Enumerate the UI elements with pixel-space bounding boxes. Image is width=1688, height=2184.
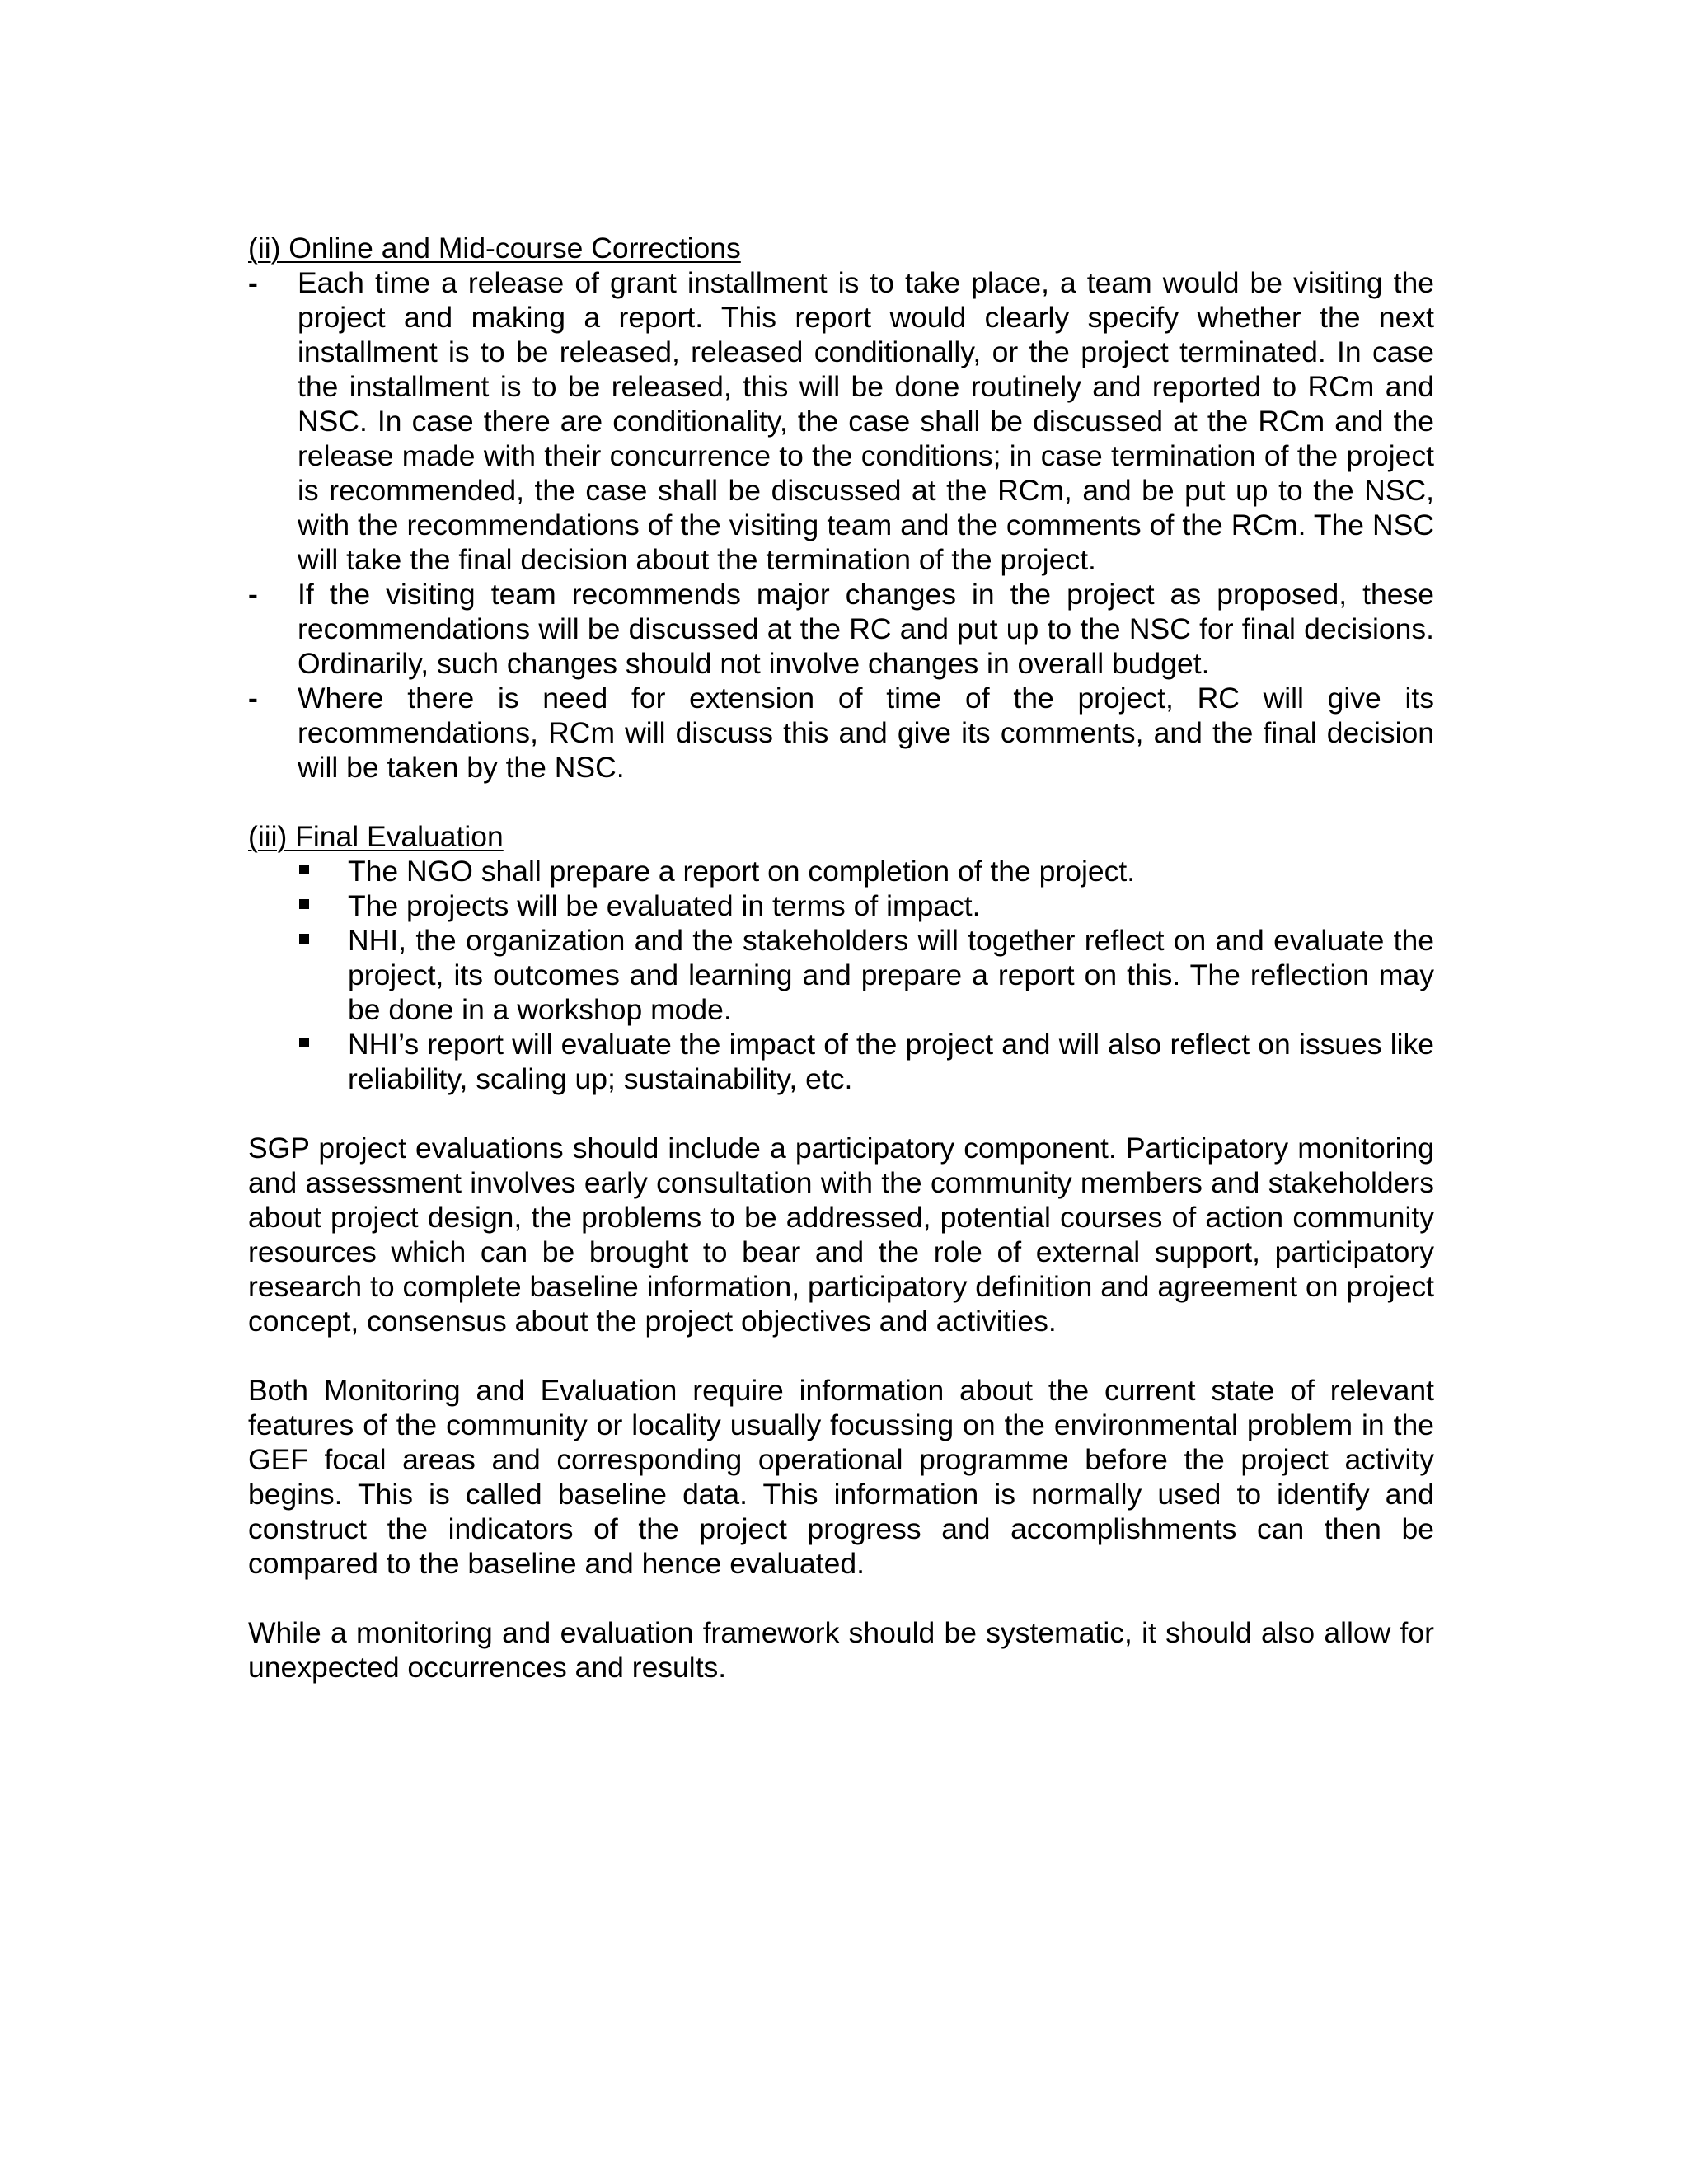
list-item <box>248 923 1434 1027</box>
square-bullet-icon <box>299 865 309 874</box>
paragraph-baseline: Both Monitoring and Evaluation require information about the current state of relevant features of the community or locality usually focussing on the environmental problem in the GEF focal areas and corresponding operational programme before the project activity begins. This is called baseline data. This information is normally used to identify and construct the indicators of the project progress and accomplishments can then be compared to the baseline and hence evaluated. <box>248 1374 1434 1580</box>
list-item-text: If the visiting team recommends major changes in the project as proposed, these recommendations will be discussed at the RC and put up to the NSC for final decisions. Ordinarily, such changes should not involve changes in overall budget. <box>298 578 1434 680</box>
spacer <box>248 1096 1434 1131</box>
list-item-text: The NGO shall prepare a report on completion of the project. <box>348 855 1136 888</box>
spacer <box>248 1338 1434 1373</box>
list-item <box>248 577 1434 681</box>
list-item-text: NHI, the organization and the stakeholders will together reflect on and evaluate the project, its outcomes and learning and prepare a report on this. The reflection may be done in a workshop mode. <box>348 924 1434 1026</box>
square-bullet-icon <box>299 1038 309 1047</box>
square-bullet-icon <box>299 899 309 909</box>
list-item <box>248 888 1434 923</box>
paragraph-participatory: SGP project evaluations should include a participatory component. Participatory monitoring and assessment involves early consultation with the community members and stakeholders about project design, the problems to be addressed, potential courses of action community resources which can be brought to bear and the role of external support, participatory research to complete baseline information, participatory definition and agreement on project concept, consensus about the project objectives and activities. <box>248 1132 1434 1338</box>
spacer <box>248 785 1434 819</box>
section-iii-list <box>248 854 1434 1096</box>
paragraph-framework: While a monitoring and evaluation framework should be systematic, it should also allow for unexpected occurrences and results. <box>248 1616 1434 1684</box>
list-item-text: Each time a release of grant installment is to take place, a team would be visiting the project and making a report. This report would clearly specify whether the next installment is to be released, released conditionally, or the project terminated. In case the installment is to be released, this will be done routinely and reported to RCm and NSC. In case there are conditionality, the case shall be discussed at the RCm and the release made with their concurrence to the conditions; in case termination of the project is recommended, the case shall be discussed at the RCm, and be put up to the NSC, with the recommendations of the visiting team and the comments of the RCm. The NSC will take the final decision about the termination of the project. <box>298 266 1434 576</box>
list-item-text: NHI’s report will evaluate the impact of the project and will also reflect on issues like reliability, scaling up; sustainability, etc. <box>348 1028 1434 1095</box>
list-item <box>248 854 1434 888</box>
dash-bullet: - <box>248 266 258 299</box>
list-item <box>248 681 1434 785</box>
dash-bullet: - <box>248 682 258 715</box>
section-ii-list <box>248 265 1434 785</box>
spacer <box>248 1581 1434 1615</box>
dash-bullet: - <box>248 578 258 611</box>
square-bullet-icon <box>299 934 309 944</box>
section-iii-heading: (iii) Final Evaluation <box>248 820 504 853</box>
list-item-text: The projects will be evaluated in terms of impact. <box>348 889 981 922</box>
list-item-text: Where there is need for extension of time of the project, RC will give its recommendations, RCm will discuss this and give its comments, and the final decision will be taken by the NSC. <box>298 682 1434 784</box>
section-ii-heading: (ii) Online and Mid-course Corrections <box>248 232 741 265</box>
list-item <box>248 1027 1434 1096</box>
document-body <box>248 231 1434 1685</box>
list-item <box>248 265 1434 577</box>
